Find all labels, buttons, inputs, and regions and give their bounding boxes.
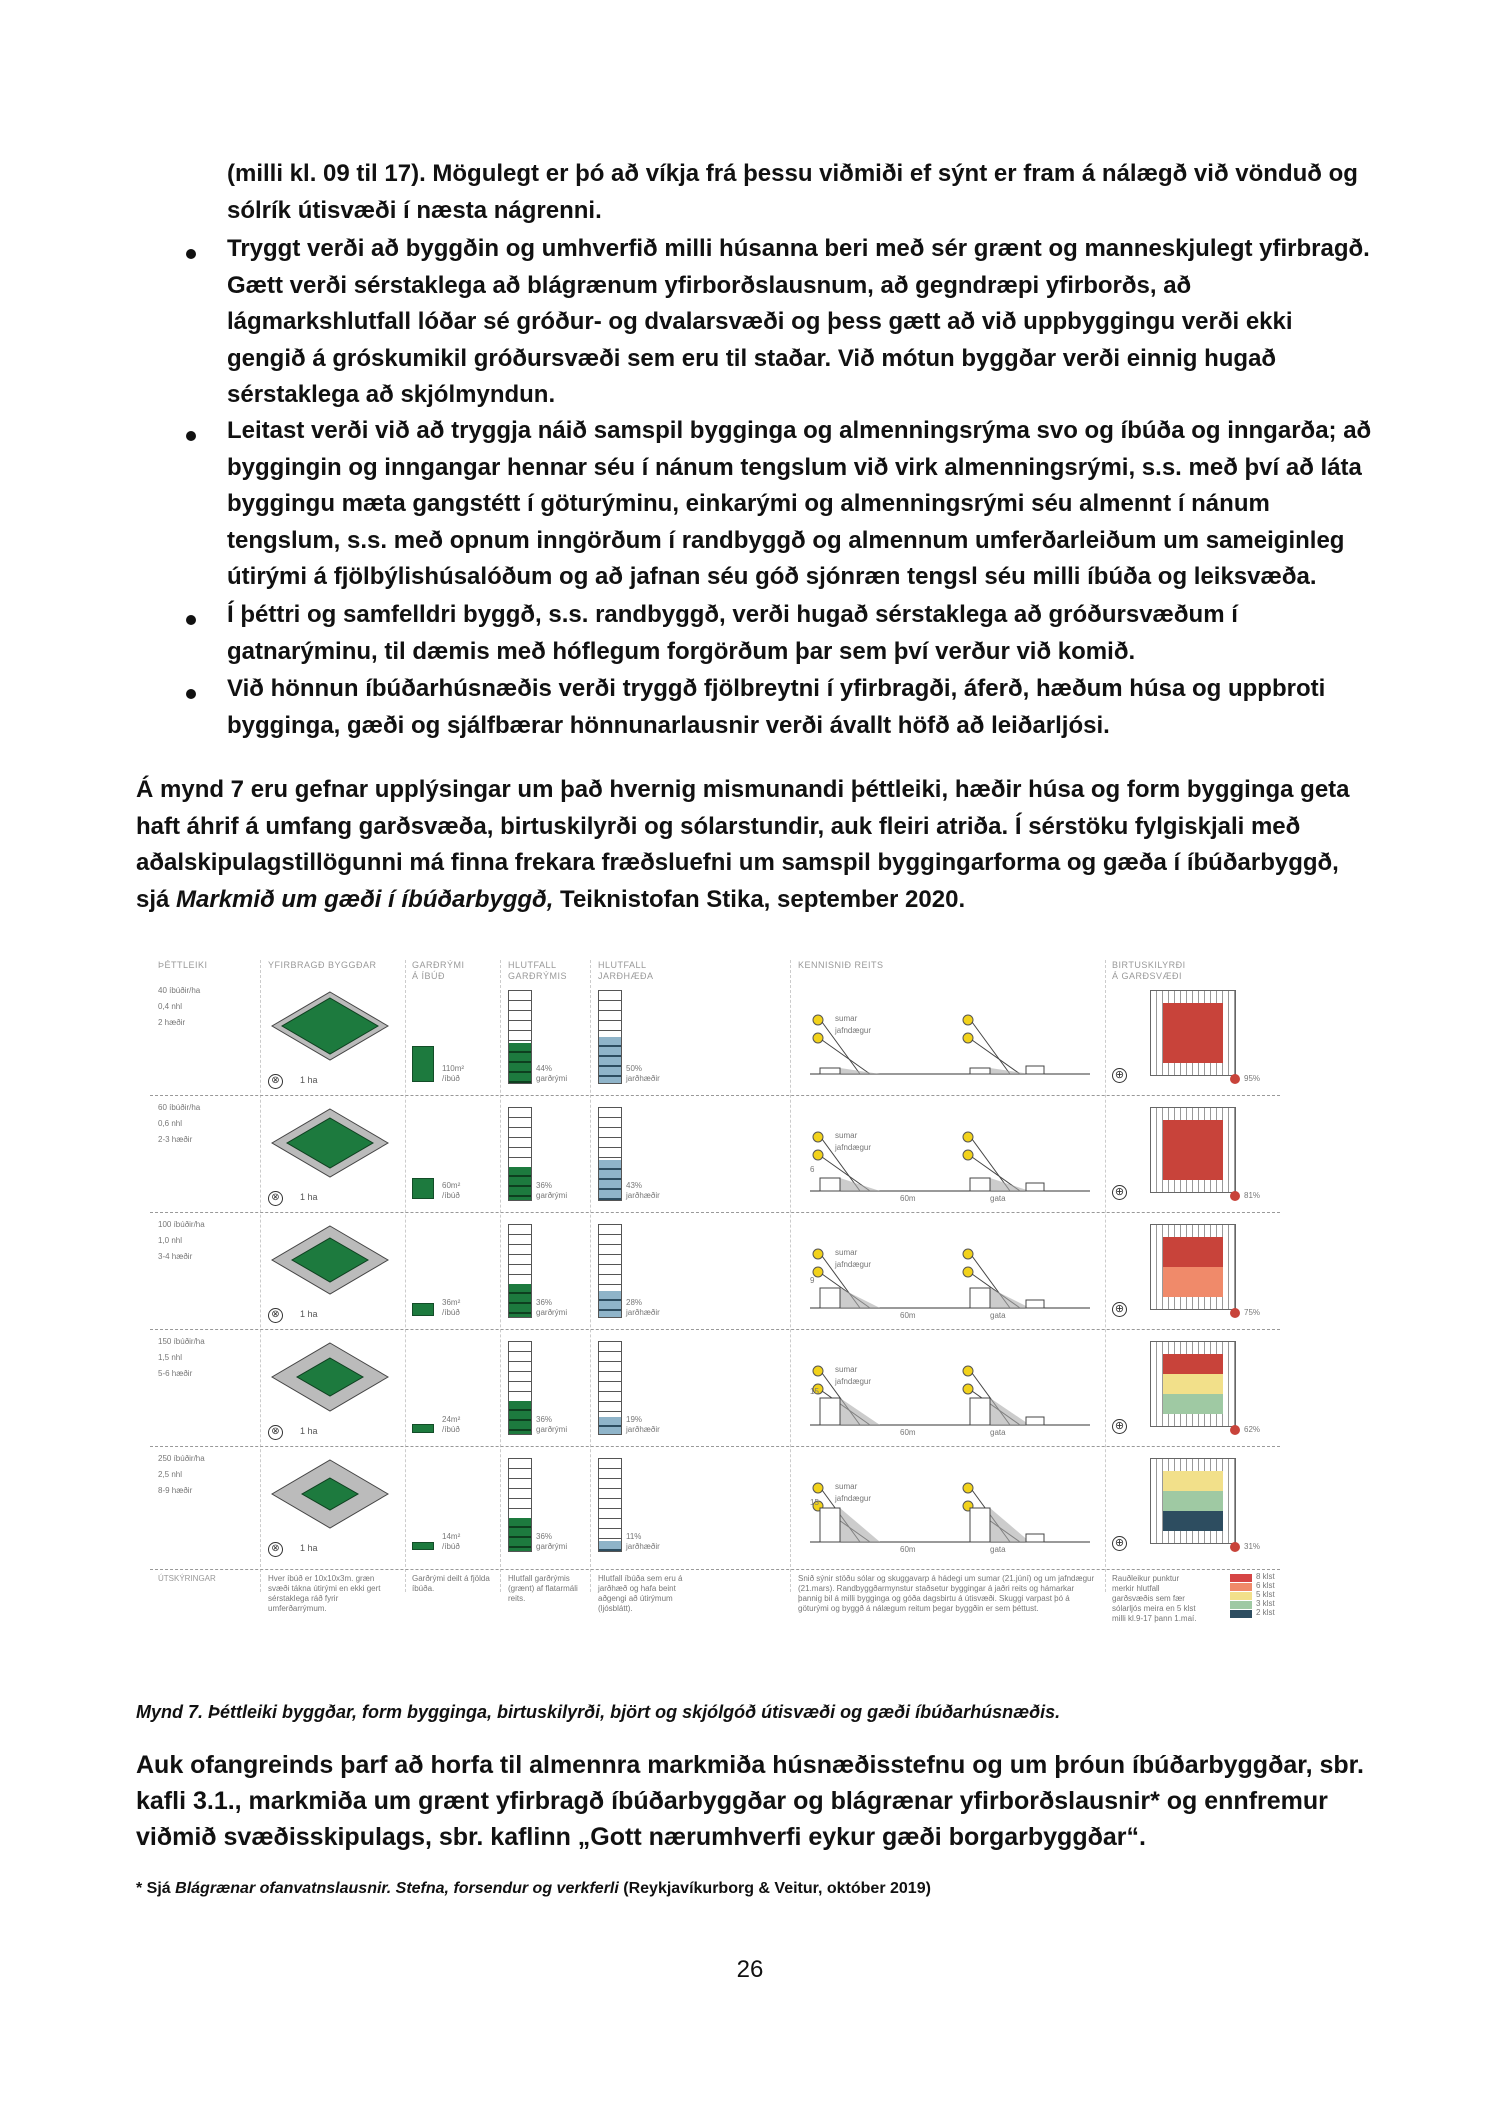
bullet-item-1: Tryggt verði að byggðin og umhverfið milli húsanna beri með sér grænt og manneskjulegt yfirbragð. Gætt verði sérstaklega að blágrænum yfirborðslausnum, að gegndræpi yfirborðs, að lágmarkshlutfall lóðar sé gróður- og dvalarsvæði og þess gætt að við uppbyggingu verði ekki gengið á gróskumikil gróðursvæði sem eru til staðar. Við mótun byggðar verði einnig hugað sérstaklega að skjólmyndun. <box>227 235 1370 408</box>
floors-value: 2 hæðir <box>158 1018 186 1027</box>
sunlight-plan <box>1150 1107 1236 1193</box>
sunlight-pct: 81% <box>1244 1191 1261 1200</box>
sunlight-plan <box>1150 1224 1236 1310</box>
street-width: 60m <box>900 1194 916 1203</box>
street-label: gata <box>990 1311 1006 1320</box>
ground-ratio-stack <box>598 990 622 1084</box>
floors-value: 8-9 hæðir <box>158 1486 193 1495</box>
garden-ratio-fill <box>509 1401 531 1434</box>
nhl-value: 1,5 nhl <box>158 1353 183 1362</box>
ground-ratio-fill <box>599 1291 621 1317</box>
floors-value: 5-6 hæðir <box>158 1369 193 1378</box>
sun-equinox-icon <box>813 1033 823 1043</box>
density-row <box>150 1218 1280 1340</box>
ground-ratio-fill <box>599 1037 621 1083</box>
building-left <box>820 1398 840 1425</box>
header-sunlight: BIRTUSKILYRÐI Á GARÐSVÆÐI <box>1112 960 1186 981</box>
ground-ratio-label: jarðhæðir <box>626 1308 660 1317</box>
density-value: 150 íbúðir/ha <box>158 1337 205 1346</box>
sunlight-pct: 62% <box>1244 1425 1261 1434</box>
building-next <box>1026 1300 1044 1308</box>
sunlight-dot <box>1230 1425 1240 1435</box>
ground-ratio-label: jarðhæðir <box>626 1074 660 1083</box>
garden-ratio-label: garðrými <box>536 1308 568 1317</box>
sun-icon: ⊕ <box>1112 1302 1127 1317</box>
garden-value: 14m² <box>442 1532 461 1541</box>
building-right <box>970 1398 990 1425</box>
area-icon: ⊗ <box>268 1425 283 1440</box>
density-value: 60 íbúðir/ha <box>158 1103 201 1112</box>
sun-equinox-icon <box>963 1033 973 1043</box>
building-height: 15 <box>810 1498 819 1507</box>
ground-ratio-fill <box>599 1541 621 1551</box>
legend-label: 5 klst <box>1256 1590 1275 1599</box>
sunlight-plan <box>1150 990 1236 1076</box>
garden-ratio-label: garðrými <box>536 1425 568 1434</box>
bullet-icon <box>186 689 196 699</box>
block-isometric <box>270 1458 390 1533</box>
bullet-icon <box>186 615 196 625</box>
header-density: ÞÉTTLEIKI <box>158 960 208 970</box>
building-left <box>820 1508 840 1542</box>
sun-summer-icon <box>963 1249 973 1259</box>
explain-sunlight: Rauðleikur punktur merkir hlutfall garðsvæðis sem fær sólarljós meira en 5 klst milli kl.9-17 þann 1.maí. <box>1112 1574 1197 1623</box>
ground-ratio-stack <box>598 1341 622 1435</box>
sun-equinox-icon <box>963 1150 973 1160</box>
nhl-value: 0,4 nhl <box>158 1002 183 1011</box>
building-right <box>970 1178 990 1191</box>
building-right <box>970 1068 990 1074</box>
sun-summer-icon <box>813 1015 823 1025</box>
building-right <box>970 1288 990 1308</box>
block-isometric <box>270 1107 390 1182</box>
garden-unit: /íbúð <box>442 1074 460 1083</box>
explain-garden-ratio: Hlutfall garðrýmis (grænt) af flatarmáli reits. <box>508 1574 578 1603</box>
header-section: KENNISNIÐ REITS <box>798 960 884 970</box>
ground-ratio-value: 43% <box>626 1181 643 1190</box>
legend-swatch <box>1230 1574 1252 1582</box>
sun-summer-icon <box>813 1132 823 1142</box>
ground-ratio-label: jarðhæðir <box>626 1425 660 1434</box>
garden-ratio-fill <box>509 1043 531 1083</box>
ground-ratio-value: 11% <box>626 1532 642 1541</box>
sun-summer-icon <box>963 1015 973 1025</box>
bullet-icon <box>186 431 196 441</box>
garden-ratio-fill <box>509 1284 531 1317</box>
garden-ratio-fill <box>509 1518 531 1551</box>
sunlight-plan <box>1150 1341 1236 1427</box>
area-icon: ⊗ <box>268 1074 283 1089</box>
area-label: 1 ha <box>300 1426 318 1436</box>
garden-unit: /íbúð <box>442 1308 460 1317</box>
garden-per-unit-bar <box>412 1178 434 1199</box>
bullet-item-4: Við hönnun íbúðarhúsnæðis verði tryggð fjölbreytni í yfirbragði, áferð, hæðum húsa og uppbroti bygginga, gæði og sjálfbærar hönnunarlausnir verði ávallt höfð að leiðarljósi. <box>227 675 1326 739</box>
explain-garden: Garðrými deilt á fjölda íbúða. <box>412 1574 490 1593</box>
building-right <box>970 1508 990 1542</box>
density-row <box>150 1335 1280 1457</box>
sun-equinox-icon <box>963 1384 973 1394</box>
area-label: 1 ha <box>300 1309 318 1319</box>
garden-ratio-label: garðrými <box>536 1074 568 1083</box>
sunlight-pct: 31% <box>1244 1542 1261 1551</box>
sun-summer-icon <box>813 1249 823 1259</box>
sun-equinox-icon <box>963 1267 973 1277</box>
sun-summer-label: sumar <box>835 1014 858 1023</box>
nhl-value: 1,0 nhl <box>158 1236 183 1245</box>
ground-ratio-label: jarðhæðir <box>626 1542 660 1551</box>
bullet-icon <box>186 249 196 259</box>
main-paragraph-tail: Teiknistofan Stika, september 2020. <box>553 885 966 913</box>
footnote: * Sjá Blágrænar ofanvatnslausnir. Stefna, forsendur og verkferli (Reykjavíkurborg & Veitur, október 2019) <box>136 1880 931 1897</box>
sun-equinox-icon <box>813 1150 823 1160</box>
area-label: 1 ha <box>300 1192 318 1202</box>
legend-swatch <box>1230 1601 1252 1609</box>
sun-icon: ⊕ <box>1112 1068 1127 1083</box>
row-divider <box>150 1212 1280 1213</box>
garden-ratio-value: 44% <box>536 1064 553 1073</box>
header-garden-per-unit: GARÐRÝMI Á ÍBÚÐ <box>412 960 465 981</box>
area-icon: ⊗ <box>268 1191 283 1206</box>
row-divider <box>150 1329 1280 1330</box>
density-value: 40 íbúðir/ha <box>158 986 201 995</box>
legend-swatch <box>1230 1583 1252 1591</box>
floors-value: 3-4 hæðir <box>158 1252 193 1261</box>
sun-summer-icon <box>963 1483 973 1493</box>
sun-summer-icon <box>963 1132 973 1142</box>
sun-equinox-icon <box>813 1267 823 1277</box>
ground-ratio-fill <box>599 1417 621 1434</box>
street-label: gata <box>990 1428 1006 1437</box>
garden-value: 110m² <box>442 1064 465 1073</box>
density-row <box>150 984 1280 1106</box>
garden-ratio-label: garðrými <box>536 1191 568 1200</box>
nhl-value: 2,5 nhl <box>158 1470 183 1479</box>
garden-per-unit-bar <box>412 1424 434 1433</box>
street-width: 60m <box>900 1311 916 1320</box>
sunlight-courtyard <box>1163 1237 1223 1297</box>
building-next <box>1026 1066 1044 1074</box>
legend-swatch <box>1230 1592 1252 1600</box>
ground-ratio-label: jarðhæðir <box>626 1191 660 1200</box>
garden-ratio-stack <box>508 1341 532 1435</box>
sun-ray <box>972 1022 1010 1074</box>
building-height: 6 <box>810 1165 815 1174</box>
sun-equinox-label: jafndægur <box>835 1260 872 1269</box>
garden-value: 60m² <box>442 1181 461 1190</box>
sunlight-dot <box>1230 1191 1240 1201</box>
sun-equinox-label: jafndægur <box>835 1494 872 1503</box>
sun-summer-icon <box>813 1483 823 1493</box>
garden-per-unit-bar <box>412 1542 434 1550</box>
sun-equinox-label: jafndægur <box>835 1026 872 1035</box>
garden-per-unit-bar <box>412 1303 434 1316</box>
street-label: gata <box>990 1545 1006 1554</box>
street-width: 60m <box>900 1428 916 1437</box>
garden-value: 36m² <box>442 1298 461 1307</box>
row-divider <box>150 1095 1280 1096</box>
ground-ratio-stack <box>598 1107 622 1201</box>
after-paragraph: Auk ofangreinds þarf að horfa til almennra markmiða húsnæðisstefnu og um þróun íbúðarbyggðar, sbr. kafli 3.1., markmiða um grænt yfirbragð íbúðarbyggðar og blágrænar yfirborðslausnir* og ennfremur viðmið svæðisskipulags, sbr. kaflinn „Gott nærumhverfi eykur gæði borgarbyggðar“. <box>136 1751 1364 1851</box>
header-garden-ratio: HLUTFALL GARÐRÝMIS <box>508 960 568 981</box>
sun-equinox-label: jafndægur <box>835 1143 872 1152</box>
sunlight-courtyard <box>1163 1120 1223 1180</box>
building-next <box>1026 1183 1044 1191</box>
building-next <box>1026 1417 1044 1425</box>
street-label: gata <box>990 1194 1006 1203</box>
density-row <box>150 1452 1280 1574</box>
header-ground-ratio: HLUTFALL JARÐHÆÐA <box>598 960 654 981</box>
main-paragraph <box>136 772 1376 918</box>
density-value: 100 íbúðir/ha <box>158 1220 205 1229</box>
floors-value: 2-3 hæðir <box>158 1135 193 1144</box>
header-appearance: YFIRBRAGÐ BYGGÐAR <box>268 960 377 970</box>
area-icon: ⊗ <box>268 1308 283 1323</box>
ground-ratio-stack <box>598 1458 622 1552</box>
garden-ratio-stack <box>508 1224 532 1318</box>
garden-per-unit-bar <box>412 1046 434 1082</box>
ground-ratio-stack <box>598 1224 622 1318</box>
sun-summer-icon <box>963 1366 973 1376</box>
sunlight-courtyard <box>1163 1354 1223 1414</box>
sun-icon: ⊕ <box>1112 1419 1127 1434</box>
sunlight-dot <box>1230 1074 1240 1084</box>
explain-appearance: Hver íbúð er 10x10x3m. græn svæði tákna útirými en ekki gert sérstaklega ráð fyrir umferðarrýmum. <box>268 1574 381 1613</box>
block-isometric <box>270 1341 390 1416</box>
garden-ratio-stack <box>508 1107 532 1201</box>
sun-summer-label: sumar <box>835 1248 858 1257</box>
street-width: 60m <box>900 1545 916 1554</box>
figure-7-density-table <box>150 960 1280 1625</box>
row-divider <box>150 1569 1280 1570</box>
sun-summer-label: sumar <box>835 1131 858 1140</box>
density-value: 250 íbúðir/ha <box>158 1454 205 1463</box>
sunlight-courtyard <box>1163 1471 1223 1531</box>
explain-section: Snið sýnir stöðu sólar og skuggavarp á hádegi um sumar (21.júní) og um jafndægur (21.mars). Randbyggðarmynstur staðsetur byggingar á jaðri reits og hámarkar þannig bil á milli bygginga og góða dagsbirtu á útisvæði. Skuggi varpast þó á göturými og byggð á nálægum reitum þegar byggðin er sem þéttust. <box>798 1574 1095 1613</box>
nhl-value: 0,6 nhl <box>158 1119 183 1128</box>
garden-ratio-stack <box>508 990 532 1084</box>
block-courtyard <box>282 998 378 1054</box>
block-courtyard <box>287 1118 373 1168</box>
garden-unit: /íbúð <box>442 1191 460 1200</box>
ground-ratio-fill <box>599 1160 621 1200</box>
bullet-item-3: Í þéttri og samfelldri byggð, s.s. randbyggð, verði hugað sérstaklega að gróðursvæðum í gatnarýminu, til dæmis með hóflegum forgörðum þar sem því verður við komið. <box>227 601 1238 665</box>
figure-caption: Mynd 7. Þéttleiki byggðar, form bygginga, birtuskilyrði, björt og skjólgóð útisvæði og gæði íbúðarhúsnæðis. <box>136 1702 1061 1722</box>
building-next <box>1026 1534 1044 1542</box>
explain-ground-ratio: Hlutfall íbúða sem eru á jarðhæð og hafa beint aðgengi að útirýmum (ljósblátt). <box>598 1574 683 1613</box>
garden-ratio-value: 36% <box>536 1181 553 1190</box>
block-isometric <box>270 1224 390 1299</box>
reference-title: Markmið um gæði í íbúðarbyggð, <box>176 885 554 913</box>
garden-unit: /íbúð <box>442 1425 460 1434</box>
garden-ratio-label: garðrými <box>536 1542 568 1551</box>
sun-summer-label: sumar <box>835 1482 858 1491</box>
sunlight-dot <box>1230 1308 1240 1318</box>
sunlight-pct: 95% <box>1244 1074 1261 1083</box>
sunlight-plan <box>1150 1458 1236 1544</box>
block-isometric <box>270 990 390 1065</box>
garden-ratio-value: 36% <box>536 1532 553 1541</box>
area-label: 1 ha <box>300 1543 318 1553</box>
building-height: 15 <box>810 1387 819 1396</box>
garden-ratio-value: 36% <box>536 1415 553 1424</box>
legend-label: 2 klst <box>1256 1608 1275 1617</box>
sun-icon: ⊕ <box>1112 1536 1127 1551</box>
legend-label: 8 klst <box>1256 1572 1275 1581</box>
building-left <box>820 1288 840 1308</box>
main-paragraph-text: Á mynd 7 eru gefnar upplýsingar um það hvernig mismunandi þéttleiki, hæðir húsa og form bygginga geta haft áhrif á umfang garðsvæða, birtuskilyrði og sólarstundir, auk fleiri atriða. Í sérstöku fylgiskjali með aðalskipulagstillögunni má finna frekara fræðsluefni um samspil byggingarforma og gæða í íbúðarbyggð, sjá <box>136 776 1350 913</box>
sunlight-dot <box>1230 1542 1240 1552</box>
building-left <box>820 1068 840 1074</box>
sun-equinox-label: jafndægur <box>835 1377 872 1386</box>
area-icon: ⊗ <box>268 1542 283 1557</box>
sun-summer-label: sumar <box>835 1365 858 1374</box>
area-label: 1 ha <box>300 1075 318 1085</box>
garden-ratio-stack <box>508 1458 532 1552</box>
garden-value: 24m² <box>442 1415 461 1424</box>
row-divider <box>150 1446 1280 1447</box>
garden-unit: /íbúð <box>442 1542 460 1551</box>
density-row <box>150 1101 1280 1223</box>
ground-ratio-value: 28% <box>626 1298 643 1307</box>
legend-label: 3 klst <box>1256 1599 1275 1608</box>
explain-title: ÚTSKÝRINGAR <box>158 1574 216 1583</box>
continuation-paragraph: (milli kl. 09 til 17). Mögulegt er þó að víkja frá þessu viðmiði ef sýnt er fram á nálægð við vönduð og sólrík útisvæði í næsta nágrenni. <box>227 160 1358 224</box>
sun-icon: ⊕ <box>1112 1185 1127 1200</box>
ground-ratio-value: 50% <box>626 1064 643 1073</box>
page-number: 26 <box>736 1956 764 1983</box>
legend-label: 6 klst <box>1256 1581 1275 1590</box>
legend-swatch <box>1230 1610 1252 1618</box>
bullet-item-2: Leitast verði við að tryggja náið samspil bygginga og almenningsrýma svo og íbúða og inngarða; að byggingin og inngangar hennar séu í nánum tengslum við virk almenningsrými, s.s. með því að láta byggingu mæta gangstétt í göturýminu, einkarými og almenningsrými séu almennt í nánum tengslum, s.s. með opnum inngörðum í randbyggð og almennum umferðarleiðum um sameiginleg útirými á fjölbýlishúsalóðum og að jafnan séu góð sjónræn tengsl séu milli íbúða og leiksvæða. <box>227 417 1372 590</box>
building-height: 9 <box>810 1276 815 1285</box>
ground-ratio-value: 19% <box>626 1415 643 1424</box>
sunlight-pct: 75% <box>1244 1308 1261 1317</box>
sunlight-courtyard <box>1163 1003 1223 1063</box>
garden-ratio-fill <box>509 1167 531 1200</box>
garden-ratio-value: 36% <box>536 1298 553 1307</box>
building-left <box>820 1178 840 1191</box>
sun-summer-icon <box>813 1366 823 1376</box>
